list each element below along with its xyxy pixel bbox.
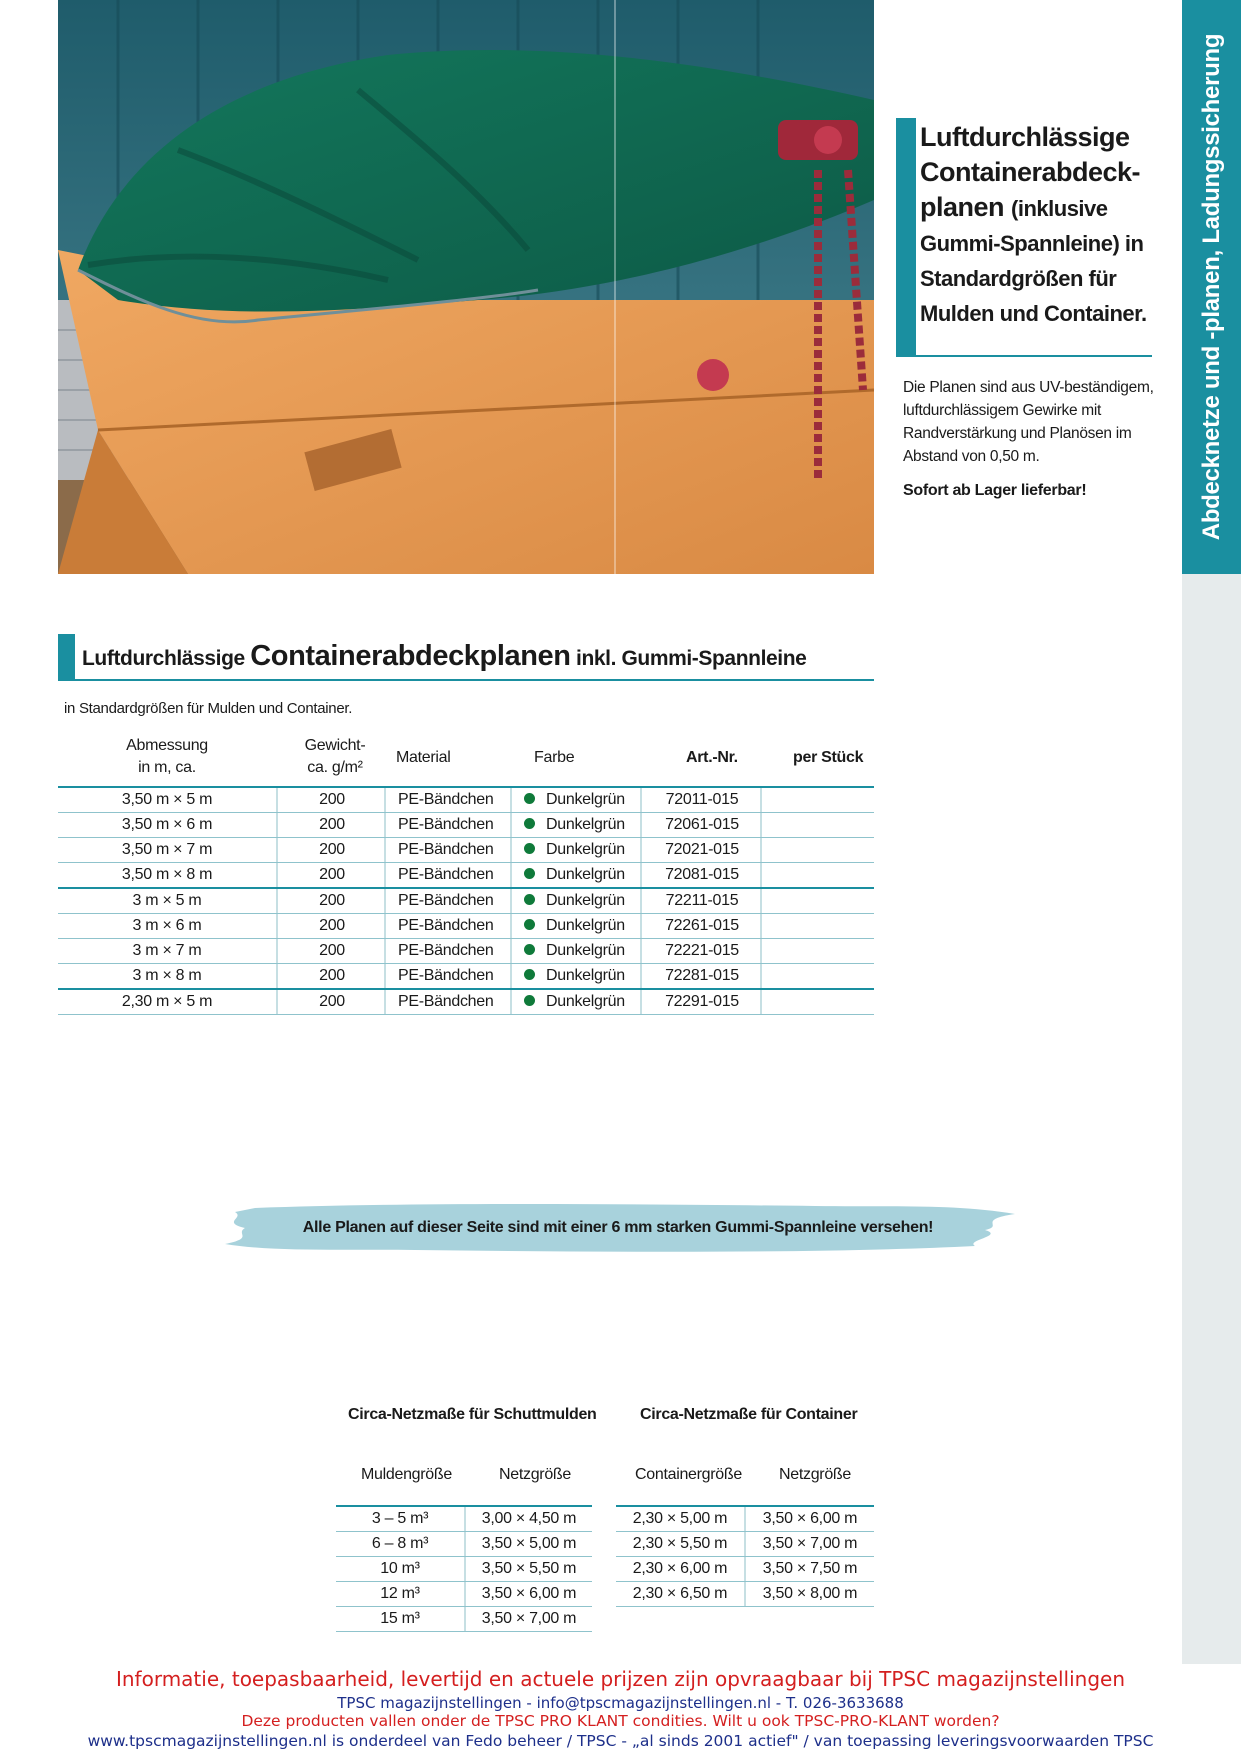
cell-color: [510, 914, 640, 938]
cell-color: [510, 990, 640, 1014]
cell-artnr: 72281-015: [640, 964, 762, 988]
header-text: Abmessung: [126, 737, 208, 754]
cell-artnr: 72261-015: [640, 914, 762, 938]
cell-material: PE-Bändchen: [384, 788, 510, 812]
footer-website-line: www.tpscmagazijnstellingen.nl is onderdeel van Fedo beheer / TPSC - „al sinds 2001 actief" / van toepassing leveringsvoorwaarden TPSC: [87, 1732, 1154, 1750]
cell-material: PE-Bändchen: [384, 939, 510, 963]
cell-net-size: 3,50 × 8,00 m: [744, 1582, 874, 1606]
color-label: Dunkelgrün: [546, 917, 625, 934]
color-dot-icon: [524, 868, 535, 879]
cell-dimension: 3,50 m × 7 m: [121, 841, 213, 858]
cell-container-size: 2,30 × 5,00 m: [632, 1510, 728, 1527]
cell-dimension: 3,50 m × 8 m: [121, 866, 213, 883]
color-label: Dunkelgrün: [546, 967, 625, 984]
cell-net-size: 3,50 × 5,50 m: [464, 1557, 592, 1581]
header-text: in m, ca.: [138, 759, 196, 776]
cell-dimension: 3,50 m × 6 m: [121, 816, 213, 833]
cell-artnr: 72291-015: [640, 990, 762, 1014]
cell-price: [760, 838, 876, 862]
table-row: [58, 863, 874, 889]
table-row: [336, 1505, 592, 1532]
net-container-table: [616, 1505, 874, 1607]
section-title: [82, 640, 806, 673]
cell-net-size: 3,00 × 4,50 m: [464, 1507, 592, 1531]
header-text: ca. g/m²: [307, 759, 363, 776]
side-tab-label: Abdecknetze und -planen, Ladungssicherung: [1198, 33, 1225, 541]
cell-artnr: 72021-015: [640, 838, 762, 862]
table-row: [58, 914, 874, 939]
section-title-part: inkl. Gummi-Spannleine: [576, 647, 807, 670]
product-table: [58, 786, 874, 1015]
color-dot-icon: [524, 818, 535, 829]
net-container-col1-header: Containergröße: [635, 1466, 742, 1483]
cell-dimension: 3 m × 8 m: [132, 967, 202, 984]
cell-net-size: 3,50 × 7,50 m: [744, 1557, 874, 1581]
cell-artnr: 72081-015: [640, 863, 762, 887]
cell-artnr: 72011-015: [640, 788, 762, 812]
header-title: [920, 120, 1160, 331]
table-row: [58, 964, 874, 990]
cell-color: [510, 939, 640, 963]
color-label: Dunkelgrün: [546, 791, 625, 808]
cell-weight: 200: [276, 788, 386, 812]
table-row: [336, 1582, 592, 1607]
cell-artnr: 72211-015: [640, 889, 762, 913]
side-category-tab: [1182, 0, 1241, 574]
cell-weight: 200: [276, 813, 386, 837]
cell-material: PE-Bändchen: [384, 863, 510, 887]
col-header-color: Farbe: [534, 749, 575, 766]
header-underline: [896, 355, 1152, 357]
cell-net-size: 3,50 × 7,00 m: [744, 1532, 874, 1556]
color-dot-icon: [524, 969, 535, 980]
color-dot-icon: [524, 995, 535, 1006]
cell-dimension: 3,50 m × 5 m: [121, 791, 213, 808]
color-dot-icon: [524, 894, 535, 905]
table-row: [336, 1532, 592, 1557]
cell-dimension: 3 m × 7 m: [132, 942, 202, 959]
cell-material: PE-Bändchen: [384, 964, 510, 988]
header-title-line: planen: [920, 192, 1005, 222]
table-row: [58, 939, 874, 964]
cell-weight: 200: [276, 914, 386, 938]
cell-weight: 200: [276, 863, 386, 887]
header-description: Die Planen sind aus UV-beständigem, luftdurchlässigem Gewirke mit Randverstärkung und Planösen im Abstand von 0,50 m.: [903, 379, 1154, 465]
cell-material: PE-Bändchen: [384, 990, 510, 1014]
section-title-part: Containerabdeckplanen: [250, 640, 571, 672]
cell-dimension: 2,30 m × 5 m: [121, 993, 213, 1010]
color-dot-icon: [524, 944, 535, 955]
cell-color: [510, 838, 640, 862]
cell-weight: 200: [276, 964, 386, 988]
net-mulden-col2-header: Netzgröße: [499, 1466, 571, 1483]
cell-material: PE-Bändchen: [384, 813, 510, 837]
footer-info-line: Informatie, toepasbaarheid, levertijd en actuele prijzen zijn opvraagbaar bij TPSC magazijnstellingen: [115, 1667, 1126, 1691]
cell-color: [510, 813, 640, 837]
product-photo: [58, 0, 874, 574]
header-accent-bar: [896, 118, 916, 356]
section-title-part: Luftdurchlässige: [82, 647, 245, 670]
table-row: [616, 1557, 874, 1582]
cell-material: PE-Bändchen: [384, 838, 510, 862]
color-label: Dunkelgrün: [546, 892, 625, 909]
cell-material: PE-Bändchen: [384, 889, 510, 913]
col-header-weight: [290, 735, 380, 779]
cell-price: [760, 863, 876, 887]
notice-banner: [215, 1200, 1021, 1256]
footer-contact-line: TPSC magazijnstellingen - info@tpscmagazijnstellingen.nl - T. 026-3633688: [337, 1694, 904, 1712]
color-label: Dunkelgrün: [546, 816, 625, 833]
table-row: [58, 813, 874, 838]
cell-price: [760, 939, 876, 963]
table-row: [616, 1505, 874, 1532]
cell-net-size: 3,50 × 5,00 m: [464, 1532, 592, 1556]
net-container-title: Circa-Netzmaße für Container: [640, 1406, 858, 1423]
net-mulden-table: [336, 1505, 592, 1632]
cell-weight: 200: [276, 939, 386, 963]
cell-mulden-size: 3 – 5 m³: [371, 1510, 429, 1527]
header-title-line: Luftdurchlässige: [920, 122, 1130, 152]
cell-price: [760, 964, 876, 988]
color-dot-icon: [524, 919, 535, 930]
cell-mulden-size: 6 – 8 m³: [371, 1535, 429, 1552]
table-row: [336, 1607, 592, 1632]
cell-artnr: 72221-015: [640, 939, 762, 963]
cell-price: [760, 990, 876, 1014]
cell-artnr: 72061-015: [640, 813, 762, 837]
cell-price: [760, 889, 876, 913]
col-header-dimension: [108, 735, 226, 779]
color-dot-icon: [524, 793, 535, 804]
cell-color: [510, 788, 640, 812]
cell-dimension: 3 m × 5 m: [132, 892, 202, 909]
stock-notice: Sofort ab Lager lieferbar!: [903, 482, 1087, 499]
section-underline: [58, 679, 874, 681]
cell-color: [510, 863, 640, 887]
cell-mulden-size: 10 m³: [380, 1560, 420, 1577]
banner-text: Alle Planen auf dieser Seite sind mit einer 6 mm starken Gummi-Spannleine versehen!: [302, 1219, 934, 1236]
color-label: Dunkelgrün: [546, 841, 625, 858]
header-text: Gewicht-: [304, 737, 366, 754]
cell-container-size: 2,30 × 5,50 m: [632, 1535, 728, 1552]
table-row: [58, 786, 874, 813]
cell-mulden-size: 12 m³: [380, 1585, 420, 1602]
header-title-line: Mulden und Container.: [920, 301, 1147, 326]
table-row: [58, 889, 874, 914]
col-header-price: per Stück: [793, 749, 864, 766]
col-header-artnr: Art.-Nr.: [686, 749, 738, 766]
cell-weight: 200: [276, 990, 386, 1014]
cell-container-size: 2,30 × 6,00 m: [632, 1560, 728, 1577]
header-title-line: Containerabdeck-: [920, 157, 1141, 187]
header-title-line: Gummi-Spannleine) in: [920, 231, 1144, 256]
cell-weight: 200: [276, 889, 386, 913]
cell-dimension: 3 m × 6 m: [132, 917, 202, 934]
cell-net-size: 3,50 × 7,00 m: [464, 1607, 592, 1631]
color-label: Dunkelgrün: [546, 866, 625, 883]
cell-mulden-size: 15 m³: [380, 1610, 420, 1627]
net-mulden-title: Circa-Netzmaße für Schuttmulden: [348, 1406, 597, 1423]
table-row: [616, 1532, 874, 1557]
header-title-line: Standardgrößen für: [920, 266, 1117, 291]
cell-net-size: 3,50 × 6,00 m: [744, 1507, 874, 1531]
cell-weight: 200: [276, 838, 386, 862]
cell-color: [510, 889, 640, 913]
table-row: [616, 1582, 874, 1607]
footer-pro-klant-line: Deze producten vallen onder de TPSC PRO KLANT condities. Wilt u ook TPSC-PRO-KLANT worden?: [241, 1712, 1000, 1730]
net-mulden-col1-header: Muldengröße: [361, 1466, 452, 1483]
table-row: [336, 1557, 592, 1582]
color-label: Dunkelgrün: [546, 993, 625, 1010]
table-row: [58, 838, 874, 863]
cell-price: [760, 788, 876, 812]
cell-net-size: 3,50 × 6,00 m: [464, 1582, 592, 1606]
section-subtitle: in Standardgrößen für Mulden und Container.: [64, 700, 353, 717]
net-container-col2-header: Netzgröße: [779, 1466, 851, 1483]
color-label: Dunkelgrün: [546, 942, 625, 959]
cell-color: [510, 964, 640, 988]
section-accent-bar: [58, 634, 75, 680]
col-header-material: Material: [396, 749, 451, 766]
cell-price: [760, 813, 876, 837]
color-dot-icon: [524, 843, 535, 854]
cell-container-size: 2,30 × 6,50 m: [632, 1585, 728, 1602]
cell-material: PE-Bändchen: [384, 914, 510, 938]
cell-price: [760, 914, 876, 938]
table-row: [58, 990, 874, 1015]
header-title-line: (inklusive: [1011, 196, 1108, 221]
side-strip: [1182, 574, 1241, 1664]
